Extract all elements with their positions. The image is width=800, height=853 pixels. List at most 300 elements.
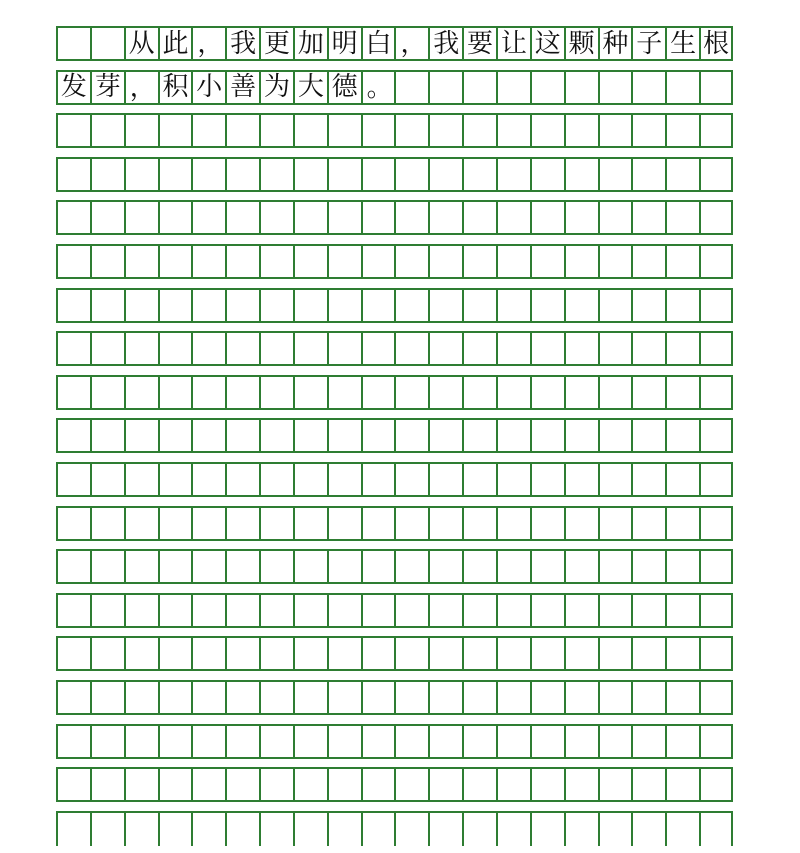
grid-cell xyxy=(361,420,395,451)
grid-cell xyxy=(259,551,293,582)
grid-cell xyxy=(462,726,496,757)
grid-cell xyxy=(394,246,428,277)
grid-cell xyxy=(293,377,327,408)
grid-cell xyxy=(90,682,124,713)
grid-cell xyxy=(428,769,462,800)
grid-cell xyxy=(394,420,428,451)
grid-cell: 我 xyxy=(428,28,462,59)
grid-cell xyxy=(56,508,90,539)
grid-cell xyxy=(394,551,428,582)
grid-cell xyxy=(394,202,428,233)
grid-cell xyxy=(293,813,327,846)
grid-cell xyxy=(665,246,699,277)
grid-cell xyxy=(90,508,124,539)
grid-cell xyxy=(124,638,158,669)
grid-row xyxy=(56,462,733,497)
grid-cell xyxy=(327,202,361,233)
grid-cell xyxy=(158,246,192,277)
grid-cell xyxy=(361,769,395,800)
grid-cell xyxy=(665,813,699,846)
grid-cell xyxy=(699,595,733,626)
grid-cell xyxy=(428,115,462,146)
grid-cell xyxy=(631,595,665,626)
grid-cell xyxy=(56,726,90,757)
grid-cell xyxy=(530,72,564,103)
grid-cell xyxy=(564,72,598,103)
grid-cell xyxy=(225,202,259,233)
grid-cell xyxy=(665,377,699,408)
grid-cell xyxy=(564,290,598,321)
grid-cell xyxy=(631,682,665,713)
grid-cell xyxy=(564,638,598,669)
grid-cell: 积 xyxy=(158,72,192,103)
grid-cell xyxy=(496,638,530,669)
grid-row xyxy=(56,244,733,279)
grid-cell xyxy=(394,638,428,669)
grid-cell xyxy=(598,464,632,495)
grid-cell xyxy=(631,159,665,190)
grid-cell xyxy=(530,159,564,190)
grid-cell xyxy=(462,420,496,451)
grid-cell: 德 xyxy=(327,72,361,103)
grid-cell xyxy=(361,159,395,190)
grid-cell xyxy=(158,682,192,713)
grid-row xyxy=(56,157,733,192)
grid-cell xyxy=(225,682,259,713)
grid-cell xyxy=(90,290,124,321)
grid-cell xyxy=(665,508,699,539)
grid-cell xyxy=(462,72,496,103)
grid-cell xyxy=(394,769,428,800)
grid-cell: 明 xyxy=(327,28,361,59)
grid-cell xyxy=(564,377,598,408)
grid-cell: 生 xyxy=(665,28,699,59)
grid-cell xyxy=(124,115,158,146)
grid-cell xyxy=(124,377,158,408)
grid-cell xyxy=(124,159,158,190)
grid-row xyxy=(56,506,733,541)
grid-cell xyxy=(631,115,665,146)
grid-cell xyxy=(158,726,192,757)
grid-row xyxy=(56,811,733,846)
grid-cell xyxy=(293,202,327,233)
grid-cell xyxy=(56,333,90,364)
grid-cell xyxy=(293,551,327,582)
grid-cell xyxy=(564,464,598,495)
grid-cell xyxy=(564,551,598,582)
grid-cell xyxy=(56,159,90,190)
grid-cell: 这 xyxy=(530,28,564,59)
grid-cell xyxy=(394,464,428,495)
grid-cell xyxy=(225,115,259,146)
grid-cell xyxy=(56,595,90,626)
grid-cell xyxy=(293,115,327,146)
grid-cell xyxy=(259,377,293,408)
grid-cell: 。 xyxy=(361,72,395,103)
grid-row xyxy=(56,331,733,366)
grid-cell xyxy=(90,333,124,364)
grid-cell xyxy=(598,246,632,277)
grid-cell xyxy=(598,290,632,321)
grid-cell xyxy=(462,115,496,146)
grid-cell xyxy=(225,159,259,190)
grid-cell xyxy=(259,115,293,146)
grid-cell: 从 xyxy=(124,28,158,59)
grid-cell xyxy=(124,769,158,800)
grid-cell xyxy=(56,115,90,146)
grid-cell xyxy=(90,28,124,59)
grid-cell xyxy=(191,726,225,757)
grid-cell xyxy=(259,595,293,626)
grid-cell xyxy=(496,246,530,277)
grid-cell xyxy=(564,726,598,757)
grid-cell xyxy=(56,682,90,713)
grid-cell xyxy=(90,595,124,626)
grid-cell xyxy=(225,638,259,669)
grid-cell xyxy=(496,159,530,190)
grid-cell xyxy=(124,508,158,539)
grid-cell xyxy=(327,813,361,846)
grid-cell xyxy=(394,377,428,408)
grid-cell xyxy=(225,595,259,626)
grid-cell: 要 xyxy=(462,28,496,59)
grid-cell xyxy=(462,638,496,669)
grid-cell xyxy=(530,333,564,364)
grid-cell xyxy=(428,377,462,408)
grid-cell xyxy=(90,638,124,669)
grid-cell xyxy=(598,813,632,846)
grid-cell xyxy=(496,726,530,757)
grid-cell xyxy=(665,159,699,190)
grid-cell xyxy=(327,246,361,277)
grid-cell xyxy=(191,333,225,364)
grid-cell xyxy=(394,508,428,539)
grid-row xyxy=(56,636,733,671)
grid-cell xyxy=(530,508,564,539)
grid-cell xyxy=(191,202,225,233)
grid-cell xyxy=(631,769,665,800)
grid-cell xyxy=(90,726,124,757)
grid-cell xyxy=(598,682,632,713)
grid-cell xyxy=(598,595,632,626)
grid-cell xyxy=(259,159,293,190)
grid-cell xyxy=(158,159,192,190)
grid-cell xyxy=(124,551,158,582)
grid-cell xyxy=(428,246,462,277)
grid-cell xyxy=(665,595,699,626)
grid-cell xyxy=(90,115,124,146)
grid-cell xyxy=(90,159,124,190)
grid-cell xyxy=(394,813,428,846)
grid-cell xyxy=(496,682,530,713)
grid-cell xyxy=(462,508,496,539)
grid-cell xyxy=(428,682,462,713)
grid-cell xyxy=(259,420,293,451)
grid-cell xyxy=(530,115,564,146)
grid-cell xyxy=(361,595,395,626)
grid-cell xyxy=(699,464,733,495)
grid-cell xyxy=(225,290,259,321)
grid-cell xyxy=(158,638,192,669)
grid-cell xyxy=(158,508,192,539)
grid-cell xyxy=(462,595,496,626)
grid-cell xyxy=(564,508,598,539)
grid-cell xyxy=(158,377,192,408)
grid-row xyxy=(56,549,733,584)
grid-cell xyxy=(462,290,496,321)
grid-cell xyxy=(191,551,225,582)
grid-cell xyxy=(124,813,158,846)
grid-row xyxy=(56,724,733,759)
grid-cell xyxy=(428,508,462,539)
grid-cell xyxy=(327,595,361,626)
grid-cell xyxy=(631,333,665,364)
grid-cell xyxy=(124,726,158,757)
grid-cell: 白 xyxy=(361,28,395,59)
grid-cell xyxy=(56,290,90,321)
grid-cell xyxy=(158,333,192,364)
grid-cell xyxy=(191,464,225,495)
grid-cell xyxy=(530,202,564,233)
grid-cell xyxy=(90,813,124,846)
grid-cell xyxy=(462,551,496,582)
grid-cell xyxy=(293,769,327,800)
grid-cell xyxy=(90,377,124,408)
grid-cell xyxy=(56,464,90,495)
grid-cell xyxy=(665,551,699,582)
grid-cell xyxy=(158,420,192,451)
grid-cell xyxy=(394,72,428,103)
grid-cell xyxy=(158,202,192,233)
grid-cell xyxy=(293,290,327,321)
grid-cell xyxy=(598,508,632,539)
grid-cell xyxy=(496,72,530,103)
grid-cell xyxy=(394,290,428,321)
grid-row xyxy=(56,593,733,628)
grid-cell xyxy=(259,769,293,800)
grid-cell: 芽 xyxy=(90,72,124,103)
grid-cell xyxy=(225,464,259,495)
grid-cell xyxy=(327,638,361,669)
grid-cell: 善 xyxy=(225,72,259,103)
grid-cell xyxy=(293,246,327,277)
grid-cell xyxy=(259,638,293,669)
grid-cell xyxy=(225,551,259,582)
grid-cell xyxy=(598,551,632,582)
grid-cell xyxy=(56,246,90,277)
grid-cell xyxy=(665,115,699,146)
grid-cell xyxy=(191,769,225,800)
grid-cell xyxy=(225,508,259,539)
grid-cell xyxy=(124,420,158,451)
grid-cell xyxy=(665,726,699,757)
grid-cell xyxy=(598,202,632,233)
grid-cell xyxy=(124,333,158,364)
grid-cell xyxy=(428,159,462,190)
grid-cell xyxy=(462,377,496,408)
grid-cell xyxy=(56,420,90,451)
grid-cell xyxy=(124,246,158,277)
grid-cell xyxy=(496,595,530,626)
grid-cell xyxy=(90,246,124,277)
grid-cell xyxy=(598,333,632,364)
grid-cell xyxy=(428,420,462,451)
grid-cell xyxy=(428,638,462,669)
grid-cell xyxy=(428,72,462,103)
grid-cell xyxy=(327,290,361,321)
grid-cell xyxy=(699,333,733,364)
grid-cell xyxy=(699,72,733,103)
grid-cell xyxy=(191,508,225,539)
grid-cell xyxy=(191,159,225,190)
grid-cell xyxy=(361,246,395,277)
grid-row xyxy=(56,200,733,235)
grid-cell: 小 xyxy=(191,72,225,103)
grid-cell xyxy=(361,333,395,364)
grid-cell xyxy=(158,464,192,495)
grid-cell xyxy=(225,726,259,757)
grid-cell xyxy=(361,551,395,582)
grid-cell xyxy=(394,595,428,626)
grid-cell xyxy=(496,115,530,146)
grid-cell xyxy=(56,638,90,669)
grid-cell xyxy=(699,377,733,408)
grid-cell xyxy=(496,290,530,321)
grid-cell xyxy=(496,202,530,233)
grid-cell xyxy=(631,246,665,277)
grid-row xyxy=(56,70,733,105)
grid-cell xyxy=(327,682,361,713)
grid-cell xyxy=(394,726,428,757)
grid-cell xyxy=(158,595,192,626)
grid-cell xyxy=(293,159,327,190)
grid-cell xyxy=(462,333,496,364)
grid-cell xyxy=(598,72,632,103)
grid-cell xyxy=(259,333,293,364)
grid-cell xyxy=(699,202,733,233)
grid-cell xyxy=(327,726,361,757)
grid-cell xyxy=(191,246,225,277)
grid-cell xyxy=(631,72,665,103)
grid-cell xyxy=(530,420,564,451)
grid-cell: ， xyxy=(394,28,428,59)
grid-cell xyxy=(564,420,598,451)
grid-cell xyxy=(191,420,225,451)
grid-cell xyxy=(259,202,293,233)
grid-cell xyxy=(462,813,496,846)
grid-cell xyxy=(225,813,259,846)
grid-cell xyxy=(665,333,699,364)
grid-cell xyxy=(564,333,598,364)
grid-cell xyxy=(394,682,428,713)
grid-cell xyxy=(259,464,293,495)
grid-cell xyxy=(259,726,293,757)
grid-cell xyxy=(598,769,632,800)
grid-cell xyxy=(631,813,665,846)
grid-cell xyxy=(158,115,192,146)
grid-cell xyxy=(631,377,665,408)
grid-cell xyxy=(327,115,361,146)
grid-cell xyxy=(699,420,733,451)
grid-cell xyxy=(598,638,632,669)
grid-cell xyxy=(496,769,530,800)
grid-cell xyxy=(665,682,699,713)
grid-cell xyxy=(191,115,225,146)
grid-cell xyxy=(530,769,564,800)
grid-cell xyxy=(191,638,225,669)
grid-cell xyxy=(598,115,632,146)
grid-cell xyxy=(699,551,733,582)
grid-cell xyxy=(699,115,733,146)
grid-cell xyxy=(631,551,665,582)
grid-cell xyxy=(564,595,598,626)
grid-cell xyxy=(191,290,225,321)
grid-cell xyxy=(428,813,462,846)
grid-cell: 为 xyxy=(259,72,293,103)
grid-cell xyxy=(462,159,496,190)
grid-cell xyxy=(293,682,327,713)
grid-cell xyxy=(394,333,428,364)
grid-cell: 发 xyxy=(56,72,90,103)
grid-cell xyxy=(56,202,90,233)
grid-cell xyxy=(293,464,327,495)
grid-cell xyxy=(564,813,598,846)
grid-row xyxy=(56,418,733,453)
grid-cell xyxy=(293,333,327,364)
grid-cell xyxy=(462,202,496,233)
grid-cell xyxy=(56,28,90,59)
grid-cell xyxy=(631,508,665,539)
grid-row xyxy=(56,680,733,715)
grid-cell xyxy=(530,682,564,713)
grid-cell xyxy=(598,420,632,451)
grid-cell xyxy=(293,595,327,626)
grid-cell xyxy=(124,290,158,321)
grid-cell xyxy=(530,246,564,277)
grid-row xyxy=(56,288,733,323)
grid-cell xyxy=(665,638,699,669)
grid-cell: 大 xyxy=(293,72,327,103)
grid-cell xyxy=(564,246,598,277)
grid-cell xyxy=(665,202,699,233)
grid-cell xyxy=(327,159,361,190)
grid-cell xyxy=(361,377,395,408)
grid-cell xyxy=(191,595,225,626)
grid-cell xyxy=(530,726,564,757)
grid-cell xyxy=(90,202,124,233)
grid-cell xyxy=(158,769,192,800)
grid-cell xyxy=(327,551,361,582)
grid-cell xyxy=(564,115,598,146)
grid-cell xyxy=(631,290,665,321)
grid-cell xyxy=(428,333,462,364)
grid-row xyxy=(56,26,733,61)
grid-cell xyxy=(598,377,632,408)
grid-cell xyxy=(158,290,192,321)
grid-cell xyxy=(327,333,361,364)
grid-cell xyxy=(90,464,124,495)
grid-cell xyxy=(124,595,158,626)
grid-cell xyxy=(124,202,158,233)
grid-cell xyxy=(462,682,496,713)
grid-cell xyxy=(530,290,564,321)
grid-cell xyxy=(394,159,428,190)
grid-cell xyxy=(496,508,530,539)
grid-cell xyxy=(327,377,361,408)
grid-cell xyxy=(327,420,361,451)
grid-cell xyxy=(428,726,462,757)
grid-cell xyxy=(191,682,225,713)
